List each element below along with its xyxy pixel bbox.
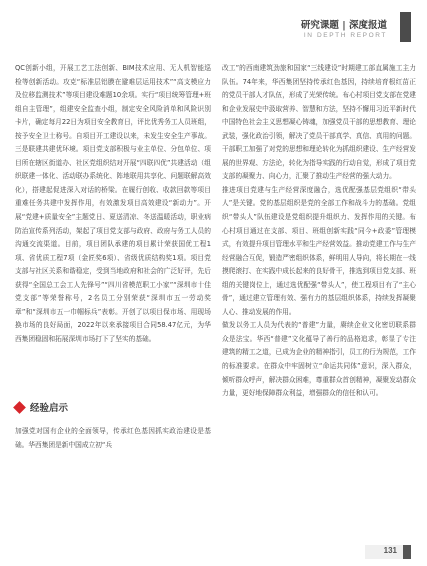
right-column — [222, 62, 416, 401]
section-heading-text: 经验启示 — [30, 403, 69, 414]
page-number-mark — [403, 545, 411, 559]
left-column — [15, 62, 211, 346]
diamond-bullet-icon — [13, 401, 26, 414]
right-paragraph-2: 推进项目党建与生产经营深度融合，选优配强基层党组织“带头人”是关键。党的基层组织是党的全部工作和战斗力的基础。党组织“带头人”队伍建设是党组织提升组织力、发挥作用的关键。布心村项目通过在支部、项目、班组创新实践“同今+政委”管理模式，有效提升项目管理水平和生产经营效益。推动党建工作与生产经营融合互促，锻造严密组织体系，鲜明用人导向，将长期在一线摸爬滚打、在实践中成长起来的良好骨干，推选到项目党支部、班组的关键岗位上，通过选优配强“带头人”，使工程项目有了“主心骨”，通过建立管理有效、强有力的基层组织体系，持续发挥凝聚人心、推动发展的作用。 — [222, 185, 416, 316]
page-number-box — [365, 545, 403, 559]
right-paragraph-1: 改工”的西南建筑劲旅和国家“三线建设”时期建工部直属施工主力队伍。74年来，华西集团坚持传承红色基因，持续培育根红苗正的党员干部人才队伍，形成了光荣传统。布心村项目党支部在党建和企业发展史中汲取营养、智慧和方法，坚持不懈用习近平新时代中国特色社会主义思想凝心铸魂，加强党员干部的思想教育、理论武装，强化政治引领，解决了党员干部真学、真信、真用的问题。干部职工加强了对党的思想和理论转化为抓组织建设、生产经营发展的世界观、方法论，转化为指导实践的行动自觉，形成了项目党支部的凝聚力、向心力，汇聚了推动生产经营的强大动力。 — [222, 64, 416, 181]
right-paragraph-3: 做发以务工人员为代表的“普建”力量，赓续企业文化密切联系群众是法宝。华西“普建”文化蕴导了善行的品格追求，彰显了专注建筑的精工之道，已成为企业的精神指引，员工的行为规范，工作的标准要求。在群众中牢固树立“命运共同体”意识，深入群众，倾听群众呼声，解决群众困难，尊重群众首创精神，凝聚发动群众力量，更好地保障群众利益，增强群众的信任和认可。 — [222, 321, 416, 398]
section-heading — [15, 400, 68, 414]
left-body-text: QC创新小组，开展工艺工法创新、BIM技术应用、无人机智能巡检等创新活动。攻克“标准层铝膜在避难层运用技术”“高支模应力及位移监测技术”等项目建设难题10余项。实行“项目统筹管理+班组自主管理”，组建安全监查小组，制定安全风险消单和风险识别卡片，确定每月22日为项目安全教育日，评比优秀务工人员班组，按予安全卫士称号。自项目开工建设以来，未发生安全生产事故。三是联建共建优环境。项目党支部积极与业主单位、分包单位、项目所在辖区街道办、社区党组织结对开展“四联四优”共建活动（组织联建一体化、活动联办系统化、阵地联用共享化、问题联解高效化），搭建起促进深入对话的桥梁。在履行创收、收款回款等项目重难任务共建中发挥作用，有效激发项目高效建设“新动力”。开展“党建+质量安全”主题党日、夏送清凉、冬送温暖活动，职业病防治宣传系列活动，架起了项目党支部与政府、政府与务工人员的沟通交流渠道。目前，项目团队承建的项目累计荣获国优工程1项、省优质工程7项（金匠奖6项）、省级优质结构奖1项。项目党支部与社区关系和谐稳定，受到当地政府和社会的广泛好评，先后获得“全国总工会工人先锋号”“四川省模范职工小家”“深圳市十佳党支部”等荣誉称号，2名员工分别荣获“深圳市五一劳动奖章”和“深圳市五一巾帼标兵”表彰。开创了以项目保市场、用现场换市场的良好局面，2022年以来承接项目合同58.47亿元，为华西集团稳固和拓展深圳市场打下了坚实的基础。 — [15, 64, 211, 343]
left-body-text-2: 加强党对国有企业的全面领导，传承红色基因抓实政治建设是基础。华西集团是新中国成立初“兵 — [15, 427, 211, 449]
left-column-continued — [15, 425, 211, 452]
page-number: 131 — [383, 546, 397, 555]
header-bar-decoration — [400, 12, 411, 42]
section-subtitle: IN DEPTH REPORT — [303, 32, 387, 39]
page-header — [0, 0, 427, 50]
section-title: 研究课题 | 深度报道 — [300, 20, 387, 31]
